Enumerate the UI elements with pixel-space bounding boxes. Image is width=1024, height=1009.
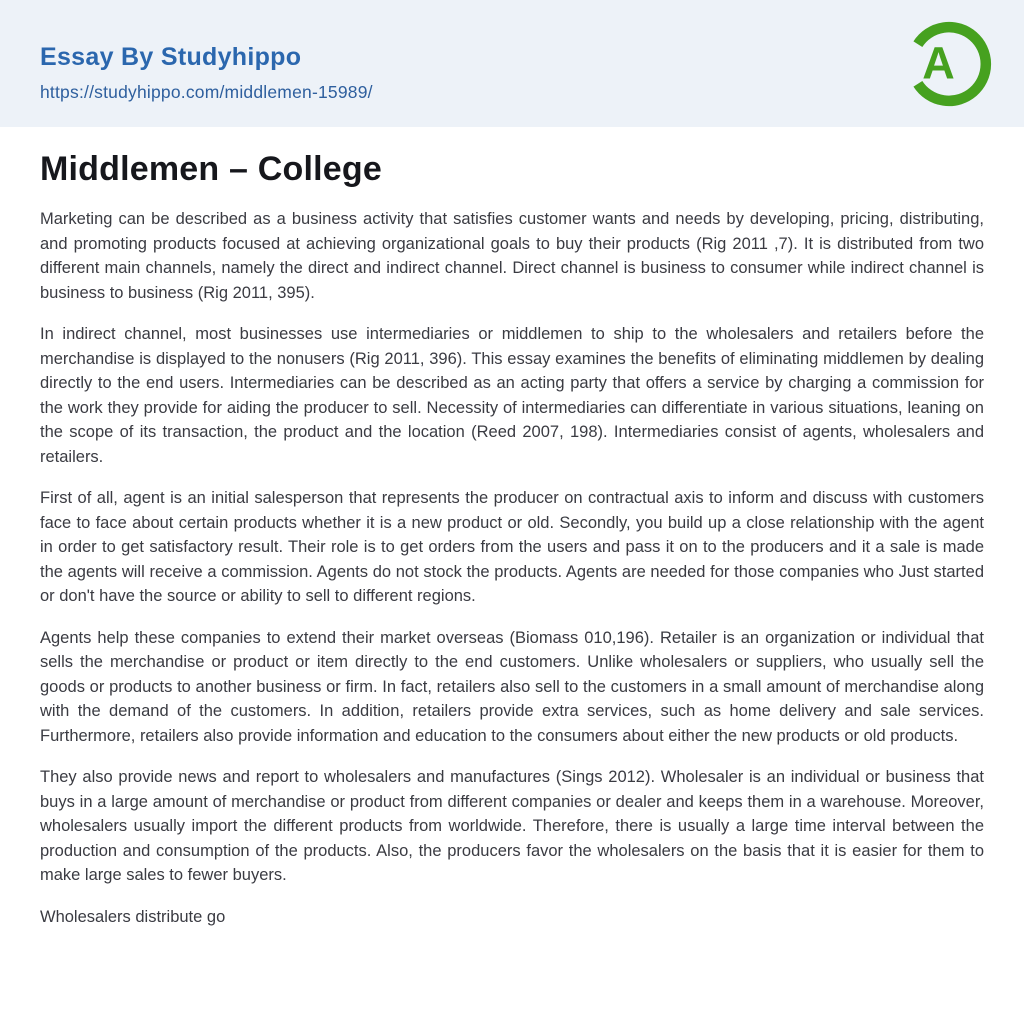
essay-content xyxy=(0,150,1024,929)
page-header xyxy=(0,0,1024,127)
essay-paragraph-3: First of all, agent is an initial salesperson that represents the producer on contractual axis to inform and discuss with customers face to face about certain products whether it is a new product or old. Secondly, you build up a close relationship with the agent in order to get satisfactory result. Their role is to get orders from the users and pass it on to the producers and it a sale is made the agents will receive a commission. Agents do not stock the products. Agents are needed for those companies who Just started or don't have the source or ability to sell to different regions. xyxy=(40,489,984,606)
header-text-block xyxy=(40,0,373,103)
essay-paragraph-4: Agents help these companies to extend their market overseas (Biomass 010,196). Retailer is an organization or individual that sells the merchandise or product or item directly to the end customers. Unlike wholesalers or suppliers, who usually sell the goods or products to another business or firm. In fact, retailers also sell to the customers in a small amount of merchandise along with the demand of the customers. In addition, retailers provide extra services, such as home delivery and sale services. Furthermore, retailers also provide information and education to the consumers about either the new products or old products. xyxy=(40,628,984,745)
logo-arc-icon xyxy=(904,19,994,109)
studyhippo-logo-icon xyxy=(904,19,994,109)
site-title: Essay By Studyhippo xyxy=(40,43,302,71)
essay-paragraph-5: They also provide news and report to wholesalers and manufactures (Sings 2012). Wholesaler is an individual or business that buys in a large amount of merchandise or product from different companies or dealer and keeps them in a warehouse. Moreover, wholesalers usually import the different products from worldwide. Therefore, there is usually a large time interval between the production and consumption of the products. Also, the producers favor the wholesalers on the basis that it is easier for them to make large sales to fewer buyers. xyxy=(40,768,984,885)
essay-paragraph-1: Marketing can be described as a business activity that satisfies customer wants and needs by developing, pricing, distributing, and promoting products focused at achieving organizational goals to buy their products (Rig 2011 ,7). It is distributed from two different main channels, namely the direct and indirect channel. Direct channel is business to consumer while indirect channel is business to business (Rig 2011, 395). xyxy=(40,210,984,302)
essay-paragraph-2: In indirect channel, most businesses use intermediaries or middlemen to ship to the wholesalers and retailers before the merchandise is displayed to the nonusers (Rig 2011, 396). This essay examines the benefits of eliminating middlemen by dealing directly to the end users. Intermediaries can be described as an acting party that offers a service by charging a commission for the work they provide for aiding the producer to sell. Necessity of intermediaries can differentiate in various situations, leaning on the scope of its transaction, the product and the location (Reed 2007, 198). Intermediaries consist of agents, wholesalers and retailers. xyxy=(40,325,984,466)
essay-paragraph-6: Wholesalers distribute go xyxy=(40,907,226,926)
page-url-link[interactable]: https://studyhippo.com/middlemen-15989/ xyxy=(40,82,373,102)
page-title: Middlemen – College xyxy=(40,150,382,188)
logo-letter: A xyxy=(922,37,955,89)
